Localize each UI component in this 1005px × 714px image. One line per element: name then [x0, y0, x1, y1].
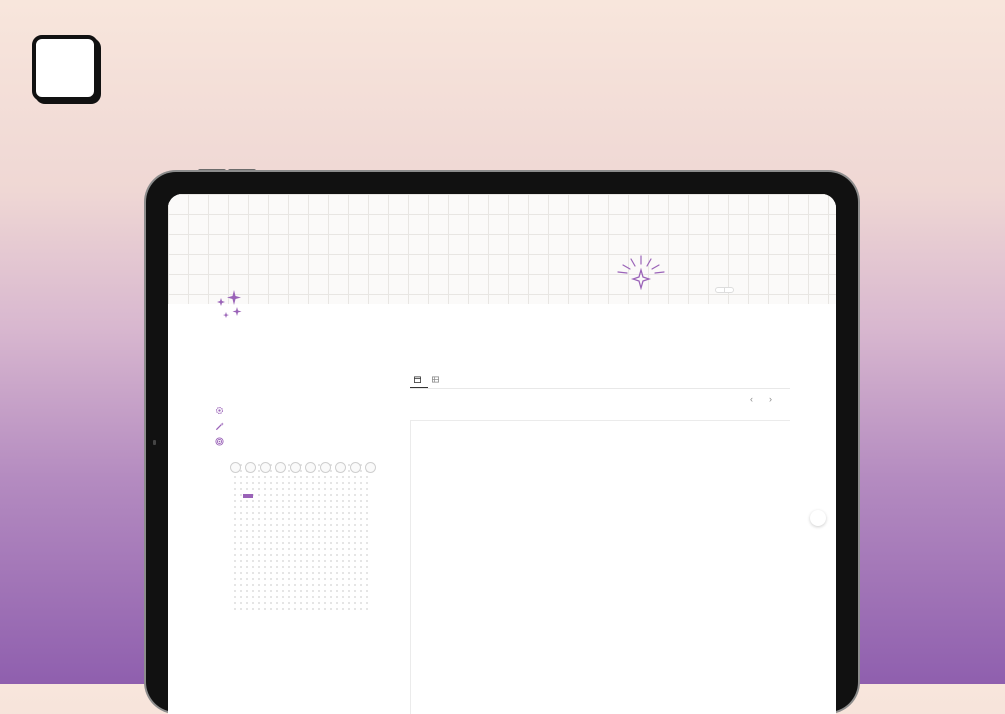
table-icon — [432, 376, 439, 383]
calendar-icon — [414, 376, 421, 383]
notion-logo — [32, 35, 98, 101]
calendar-nav — [746, 394, 776, 404]
guide-links — [215, 403, 228, 450]
chevron-left-icon[interactable]: ‹ — [750, 394, 753, 404]
guide-link-proyectos[interactable] — [215, 403, 228, 419]
guide-link-mis-valores[interactable] — [215, 419, 228, 435]
note-rings — [230, 462, 376, 474]
guide-link-objetivos[interactable] — [215, 434, 228, 450]
sparkles-icon[interactable] — [214, 289, 246, 321]
target-icon — [215, 437, 224, 446]
chevron-right-icon[interactable]: › — [769, 394, 772, 404]
tablet-frame — [146, 172, 858, 712]
change-cover-button[interactable] — [716, 288, 724, 292]
notion-screen — [168, 194, 836, 714]
wand-icon — [215, 422, 224, 431]
reposition-button[interactable] — [724, 288, 733, 292]
calendar-grid-border — [410, 420, 790, 714]
help-button[interactable] — [810, 510, 826, 526]
calendar-view-tabs — [410, 374, 790, 389]
tab-vista-calendario[interactable] — [410, 374, 428, 388]
tab-tareas-completadas[interactable] — [428, 374, 446, 388]
reminder-note — [232, 462, 372, 612]
cover-controls — [715, 287, 734, 293]
tablet-sensor — [153, 440, 156, 445]
gear-icon — [215, 406, 224, 415]
reminder-badge — [243, 494, 253, 498]
sparkle-burst-icon — [615, 252, 667, 290]
page-cover — [168, 194, 836, 304]
